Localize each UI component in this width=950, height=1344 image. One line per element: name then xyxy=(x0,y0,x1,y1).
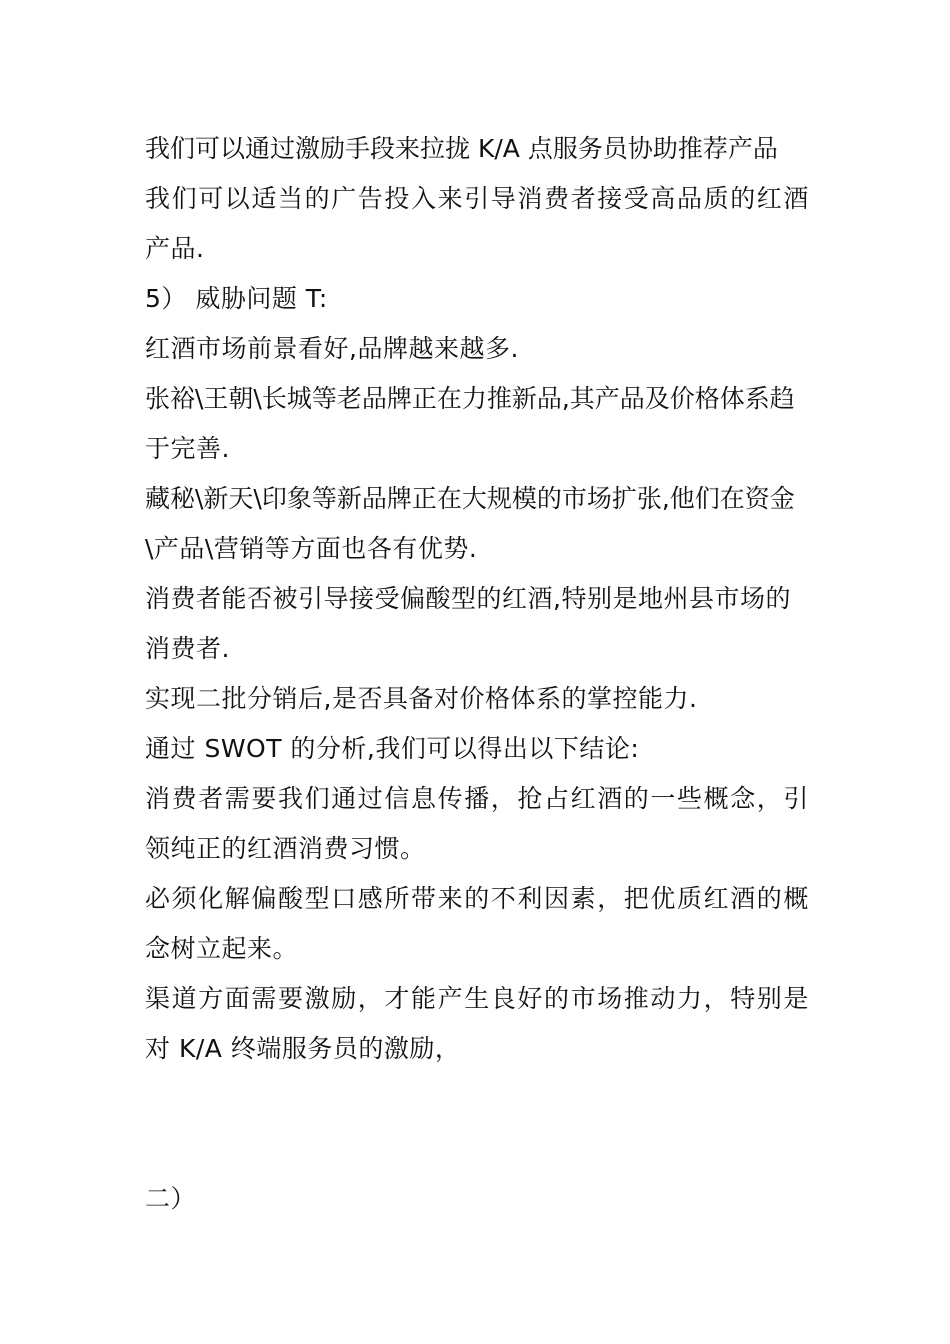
text-line-19: 对 K/A 终端服务员的激励， xyxy=(145,1034,461,1063)
text-line-13: 通过 SWOT 的分析,我们可以得出以下结论: xyxy=(145,734,640,763)
text-line-10: 消费者能否被引导接受偏酸型的红酒,特别是地州县市场的 xyxy=(145,584,791,613)
text-line-16: 必须化解偏酸型口感所带来的不利因素，把优质红酒的概 xyxy=(145,884,811,913)
text-line-14: 消费者需要我们通过信息传播，抢占红酒的一些概念，引 xyxy=(145,784,811,813)
text-line-12: 实现二批分销后,是否具备对价格体系的掌控能力. xyxy=(145,684,698,713)
text-line-11: 消费者. xyxy=(145,634,230,663)
text-line-3: 产品. xyxy=(145,234,205,263)
section-heading: 二） xyxy=(145,1184,197,1213)
text-line-17: 念树立起来。 xyxy=(145,934,299,963)
text-line-1: 我们可以通过激励手段来拉拢 K/A 点服务员协助推荐产品 xyxy=(145,134,778,163)
text-line-8: 藏秘\新天\印象等新品牌正在大规模的市场扩张,他们在资金 xyxy=(145,484,795,513)
text-line-6: 张裕\王朝\长城等老品牌正在力推新品,其产品及价格体系趋 xyxy=(145,384,795,413)
text-line-5: 红酒市场前景看好,品牌越来越多. xyxy=(145,334,519,363)
text-line-2: 我们可以适当的广告投入来引导消费者接受高品质的红酒 xyxy=(145,184,811,213)
text-line-4: 5） 威胁问题 T: xyxy=(145,284,328,313)
text-line-15: 领纯正的红酒消费习惯。 xyxy=(145,834,426,863)
text-line-18: 渠道方面需要激励，才能产生良好的市场推动力，特别是 xyxy=(145,984,811,1013)
text-line-9: \产品\营销等方面也各有优势. xyxy=(145,534,478,563)
text-line-7: 于完善. xyxy=(145,434,230,463)
